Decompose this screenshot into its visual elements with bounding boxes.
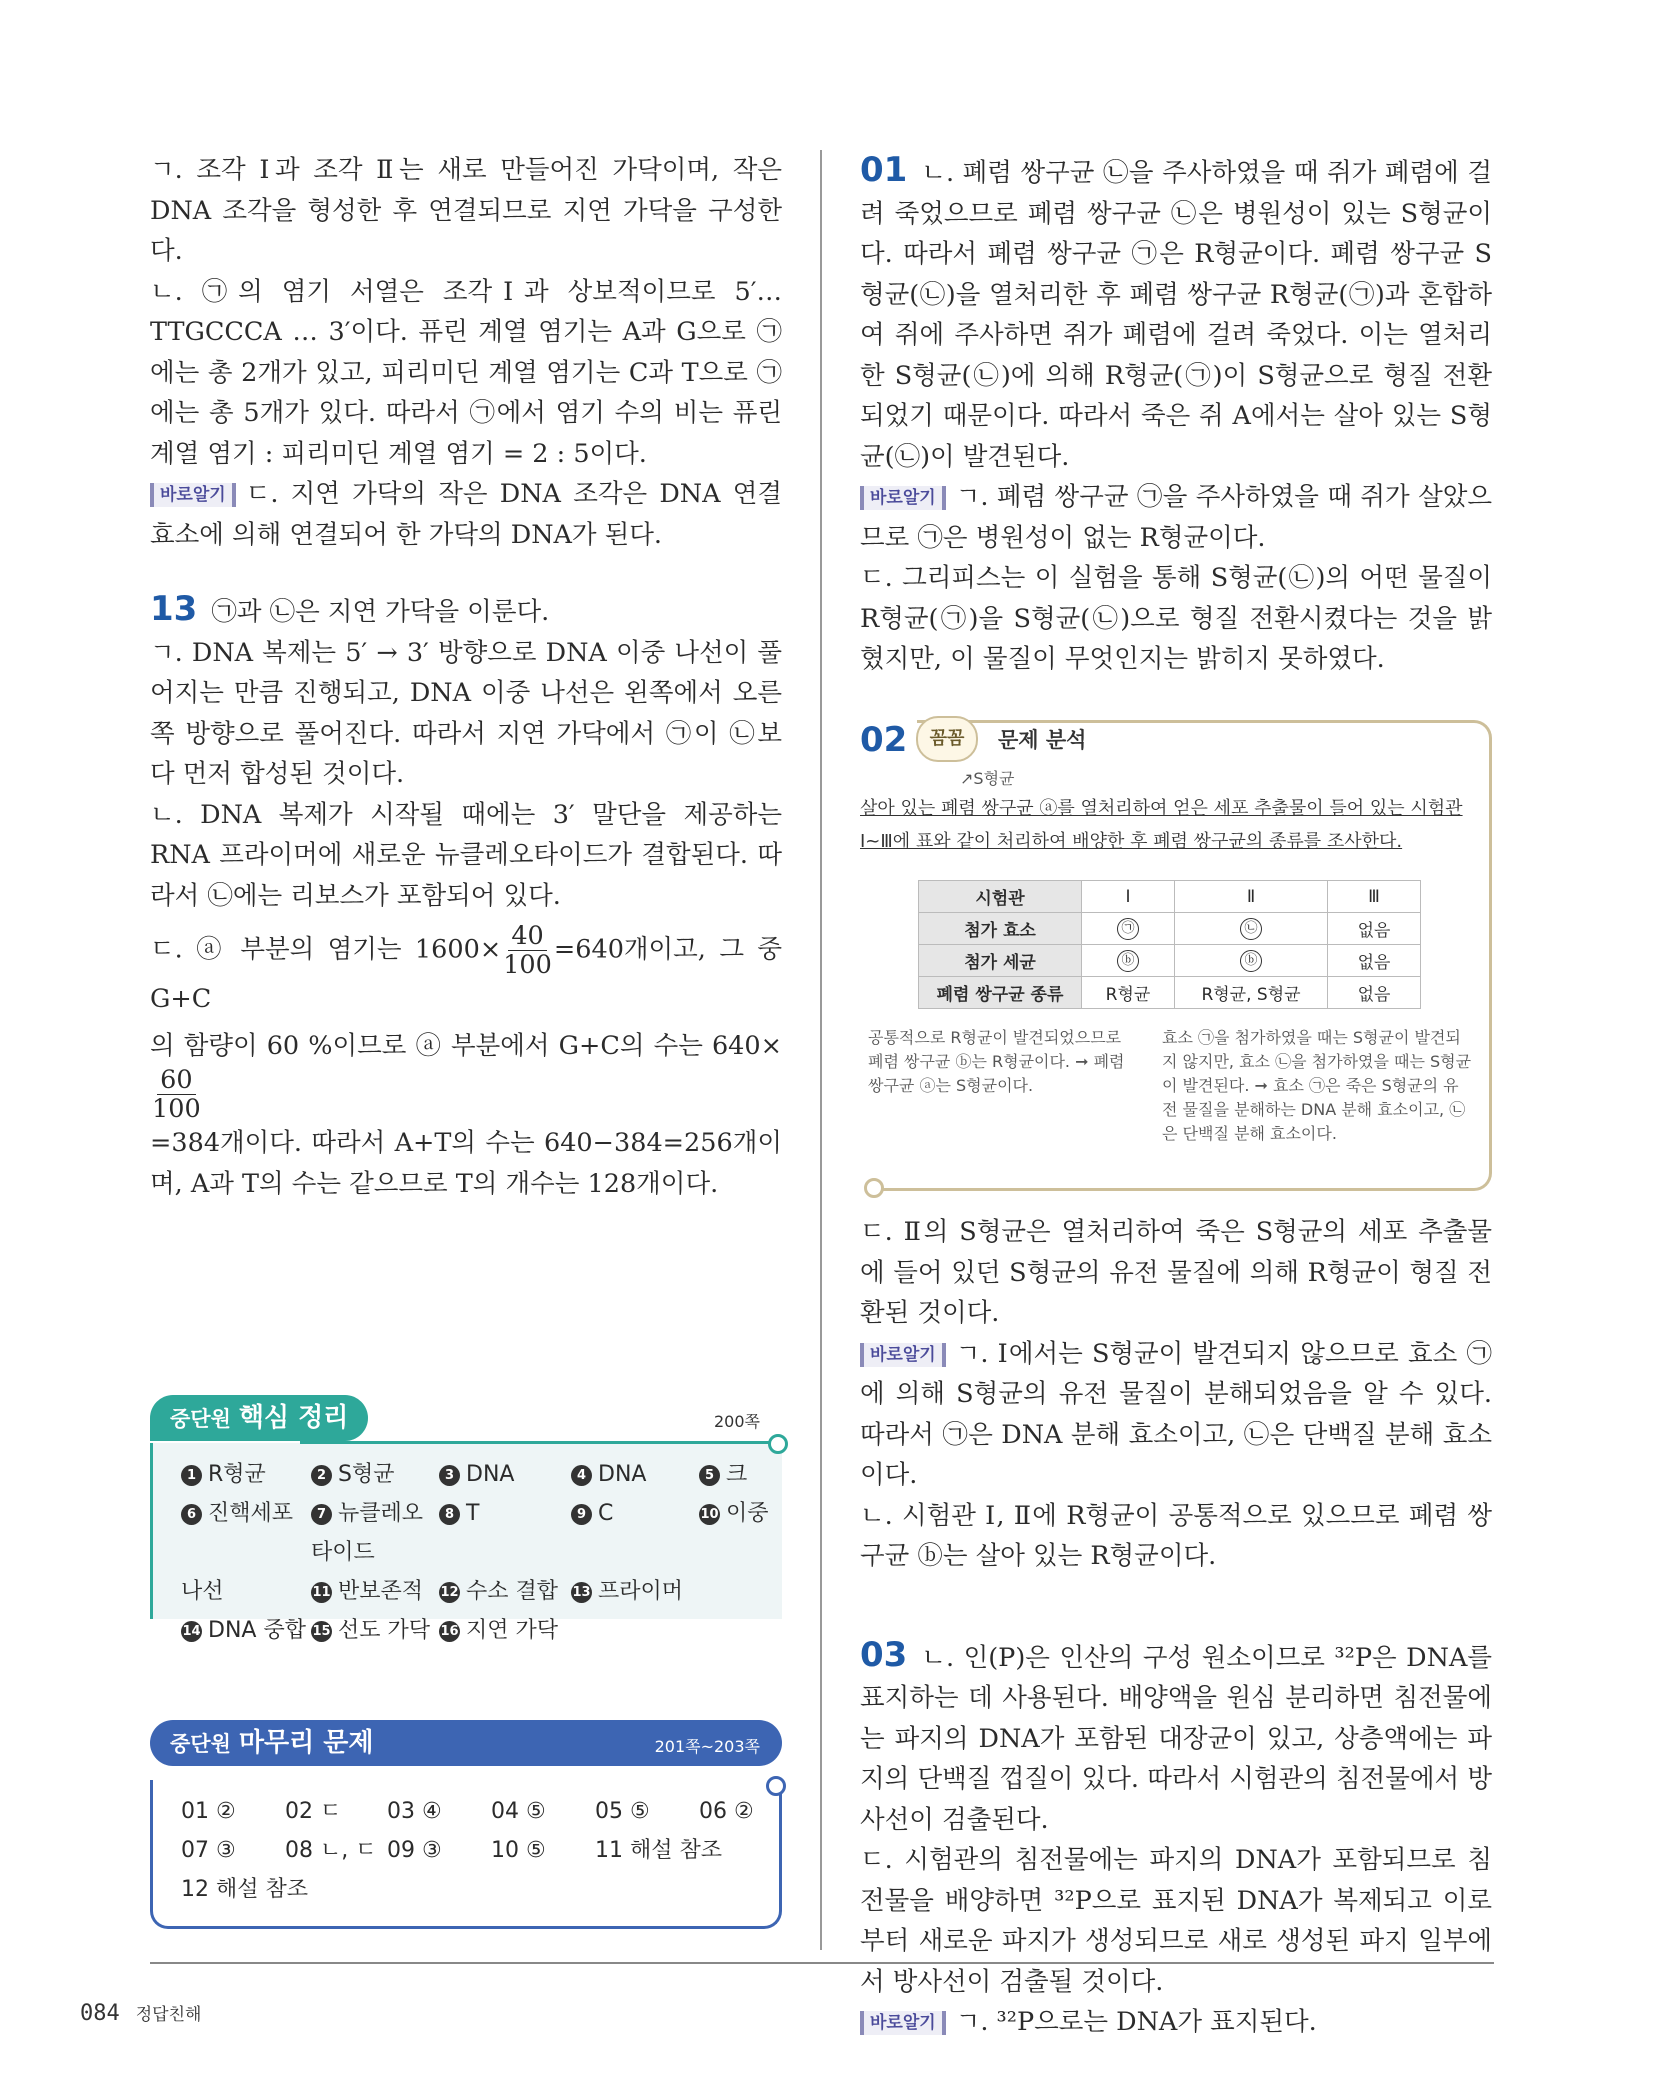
summary-item: 15 선도 가닥: [312, 1618, 431, 1643]
summary-item: 6 진핵세포: [181, 1494, 311, 1572]
table-cell: ⓑ: [1082, 945, 1175, 977]
summary-core-list: [181, 1455, 769, 1650]
summary-final-box: [150, 1720, 782, 1929]
problem-analysis-box: [860, 720, 1492, 1190]
summary-item: 7 뉴클레오타이드: [311, 1501, 424, 1565]
table-cell: 첨가 세균: [919, 945, 1082, 977]
left-p3: 바로알기 ㄷ. 지연 가닥의 작은 DNA 조각은 DNA 연결 효소에 의해 연결되어 한 가닥의 DNA가 된다.: [150, 479, 782, 550]
table-cell: 폐렴 쌍구균 종류: [919, 977, 1082, 1009]
summary-core-box: [150, 1395, 782, 1643]
left-p2: ㄴ. ㉠의 염기 서열은 조각Ⅰ과 상보적이므로 5′…TTGCCCA … 3′이다. 퓨린 계열 염기는 A과 G으로 ㉠에는 총 2개가 있고, 피리미딘 계열 염기는 C과 T으로 ㉠에는 총 5개가 있다. 따라서 ㉠에서 염기 수의 비는 퓨린 계열 염기 : 피리미딘 계열 염기 = 2 : 5이다.: [150, 276, 782, 469]
q13-p3: ㄷ. ⓐ 부분의 염기는 1600× $\frac{40}{100}$ =640개이고, 그 중 G+C: [150, 921, 782, 1014]
answer-item: 10 ⑤: [491, 1838, 546, 1863]
summary-item: 12 수소 결합: [440, 1579, 559, 1604]
s-annotation: ↗S형균: [960, 769, 1015, 788]
left-p1: ㄱ. 조각 Ⅰ과 조각 Ⅱ는 새로 만들어진 가닥이며, 작은 DNA 조각을 형성한 후 연결되므로 지연 가닥을 구성한다.: [150, 155, 782, 266]
right-column: [860, 150, 1492, 680]
table-cell: R형균, S형균: [1175, 977, 1328, 1009]
answer-item: 08 ㄴ, ㄷ: [285, 1838, 377, 1863]
summary-item: 10 이중: [700, 1501, 769, 1526]
summary-item: 13 프라이머: [572, 1579, 684, 1604]
column-divider: [820, 150, 822, 1950]
footer-rule: [150, 1962, 1494, 1964]
q13-p1: ㄱ. DNA 복제는 5′ → 3′ 방향으로 DNA 이중 나선이 풀어지는 만큼 진행되고, DNA 이중 나선은 왼쪽에서 오른쪽 방향으로 풀어진다. 따라서 지연 가닥에서 ㉠이 ㉡보다 먼저 합성된 것이다.: [150, 637, 782, 789]
page-number: 084: [80, 2001, 120, 2026]
summary-core-title: 중단원 핵심 정리: [150, 1395, 368, 1441]
table-cell: 없음: [1328, 945, 1421, 977]
q02-p1: ㄷ. Ⅱ의 S형균은 열처리하여 죽은 S형균의 세포 추출물에 들어 있던 S형균의 유전 물질에 의해 R형균이 형질 전환된 것이다.: [860, 1217, 1492, 1328]
q03-p1: 03 ㄴ. 인(P)은 인산의 구성 원소이므로 ³²P은 DNA를 표지하는 데 사용된다. 배양액을 원심 분리하면 침전물에는 파지의 DNA가 포함된 대장균이 있고, 상층액에는 파지의 단백질 껍질이 있다. 따라서 시험관의 침전물에서 방사선이 검출된다.: [860, 1634, 1492, 1835]
q02-p2: 바로알기 ㄱ. Ⅰ에서는 S형균이 발견되지 않으므로 효소 ㉠에 의해 S형균의 유전 물질이 분해되었음을 알 수 있다. 따라서 ㉠은 DNA 분해 효소이고, ㉡은 단백질 분해 효소이다.: [860, 1338, 1492, 1490]
analysis-title: 문제 분석: [998, 728, 1087, 752]
analysis-table: [918, 880, 1421, 1009]
book-title: 정답친해: [135, 2005, 202, 2025]
q01-p1: 01 ㄴ. 폐렴 쌍구균 ㉡을 주사하였을 때 쥐가 폐렴에 걸려 죽었으므로 폐렴 쌍구균 ㉡은 병원성이 있는 S형균이다. 따라서 폐렴 쌍구균 ㉠은 R형균이다. 폐렴 쌍구균 S형균(㉡)을 열처리한 후 폐렴 쌍구균 R형균(㉠)과 혼합하여 쥐에 주사하면 쥐가 폐렴에 걸려 죽었다. 이는 열처리한 S형균(㉡)에 의해 R형균(㉠)이 S형균으로 형질 전환되었기 때문이다. 따라서 죽은 쥐 A에서는 살아 있는 S형균(㉡)이 발견된다.: [860, 150, 1492, 472]
baro-tag: 바로알기: [860, 486, 946, 510]
baro-tag: 바로알기: [150, 483, 236, 507]
summary-final-list: [181, 1792, 757, 1909]
answer-item: 07 ③: [181, 1838, 236, 1863]
answer-item: 03 ④: [387, 1799, 442, 1824]
summary-core-pages: 200쪽: [714, 1412, 760, 1431]
answer-item: 12 해설 참조: [181, 1877, 308, 1902]
summary-item: 8 T: [439, 1494, 571, 1572]
q13-p4: 의 함량이 60 %이므로 ⓐ 부분에서 G+C의 수는 640× $\frac{60}{100}$: [150, 1030, 782, 1124]
table-header: Ⅰ: [1082, 881, 1175, 913]
answer-item: 11 해설 참조: [595, 1838, 722, 1863]
baro-tag: 바로알기: [860, 2011, 946, 2035]
q03-p2: ㄷ. 시험관의 침전물에는 파지의 DNA가 포함되므로 침전물을 배양하면 ³²P으로 표지된 DNA가 복제되고 이로부터 새로운 파지가 생성되므로 새로 생성된 파지 일부에서 방사선이 검출될 것이다.: [860, 1845, 1492, 1997]
answer-item: 02 ㄷ: [285, 1799, 342, 1824]
summary-item: 14 DNA 중합: [182, 1618, 306, 1643]
answer-item: 09 ③: [387, 1838, 442, 1863]
table-cell: 없음: [1328, 977, 1421, 1009]
footer: [80, 2000, 201, 2026]
question-number: 01: [860, 150, 908, 190]
fraction: $\frac{40}{100}$: [503, 921, 552, 980]
analysis-text: 살아 있는 폐렴 쌍구균 ⓐ를 열처리하여 얻은 세포 추출물이 들어 있는 시험관 Ⅰ~Ⅲ에 표와 같이 처리하여 배양한 후 폐렴 쌍구균의 종류를 조사한다.: [860, 798, 1463, 852]
question-number: 13: [150, 589, 198, 629]
q13-p5: =384개이다. 따라서 A+T의 수는 640−384=256개이며, A과 T의 수는 같으므로 T의 개수는 128개이다.: [150, 1128, 782, 1199]
table-header: Ⅲ: [1328, 881, 1421, 913]
fraction: $\frac{60}{100}$: [152, 1065, 201, 1124]
note-right: 효소 ㉠을 첨가하였을 때는 S형균이 발견되지 않지만, 효소 ㉡을 첨가하였을 때는 S형균이 발견된다. ➞ 효소 ㉠은 죽은 S형균의 유전 물질을 분해하는 DNA 분해 효소이고, ㉡은 단백질 분해 효소이다.: [1162, 1028, 1472, 1143]
summary-item: 9 C: [571, 1494, 699, 1572]
table-cell: ⓑ: [1175, 945, 1328, 977]
summary-item: 5 크: [699, 1455, 769, 1494]
summary-final-pages: 201쪽~203쪽: [654, 1737, 760, 1756]
table-cell: R형균: [1082, 977, 1175, 1009]
q13-p2: ㄴ. DNA 복제가 시작될 때에는 3′ 말단을 제공하는 RNA 프라이머에 새로운 뉴클레오타이드가 결합된다. 따라서 ㉡에는 리보스가 포함되어 있다.: [150, 799, 782, 911]
summary-item: 3 DNA: [439, 1455, 571, 1494]
summary-item: 11 반보존적: [312, 1579, 424, 1604]
summary-item: 1 R형균: [181, 1455, 311, 1494]
answer-item: 06 ②: [699, 1799, 754, 1824]
question-number: 02: [860, 720, 917, 760]
summary-item: 2 S형균: [311, 1455, 439, 1494]
left-column: [150, 150, 782, 1204]
kkomkkom-badge: 꼼꼼: [916, 716, 978, 762]
summary-item: 16 지연 가닥: [440, 1618, 559, 1643]
right-column-lower: [860, 1212, 1492, 2043]
question-number: 03: [860, 1634, 908, 1675]
q13-head: 13 ㉠과 ㉡은 지연 가닥을 이룬다.: [150, 589, 550, 629]
answer-item: 01 ②: [181, 1799, 236, 1824]
table-cell: 첨가 효소: [919, 913, 1082, 945]
q03-p3: 바로알기 ㄱ. ³²P으로는 DNA가 표지된다.: [860, 2002, 1492, 2043]
table-header: Ⅱ: [1175, 881, 1328, 913]
table-header: 시험관: [919, 881, 1082, 913]
table-cell: 없음: [1328, 913, 1421, 945]
answer-item: 05 ⑤: [595, 1799, 650, 1824]
summary-item: 나선: [181, 1579, 224, 1604]
answer-item: 04 ⑤: [491, 1799, 546, 1824]
q01-p3: ㄷ. 그리피스는 이 실험을 통해 S형균(㉡)의 어떤 물질이 R형균(㉠)을 S형균(㉡)으로 형질 전환시켰다는 것을 밝혔지만, 이 물질이 무엇인지는 밝히지 못하였다.: [860, 563, 1492, 674]
q02-p3: ㄴ. 시험관 Ⅰ, Ⅱ에 R형균이 공통적으로 있으므로 폐렴 쌍구균 ⓑ는 살아 있는 R형균이다.: [860, 1500, 1492, 1571]
summary-item: 4 DNA: [571, 1455, 699, 1494]
summary-final-title: 중단원 마무리 문제: [150, 1720, 782, 1766]
table-cell: ㉡: [1175, 913, 1328, 945]
note-left: 공통적으로 R형균이 발견되었으므로 폐렴 쌍구균 ⓑ는 R형균이다. ➞ 폐렴 쌍구균 ⓐ는 S형균이다.: [868, 1028, 1125, 1095]
q01-p2: 바로알기 ㄱ. 폐렴 쌍구균 ㉠을 주사하였을 때 쥐가 살았으므로 ㉠은 병원성이 없는 R형균이다.: [860, 482, 1492, 553]
baro-tag: 바로알기: [860, 1343, 946, 1367]
table-cell: ㉠: [1082, 913, 1175, 945]
